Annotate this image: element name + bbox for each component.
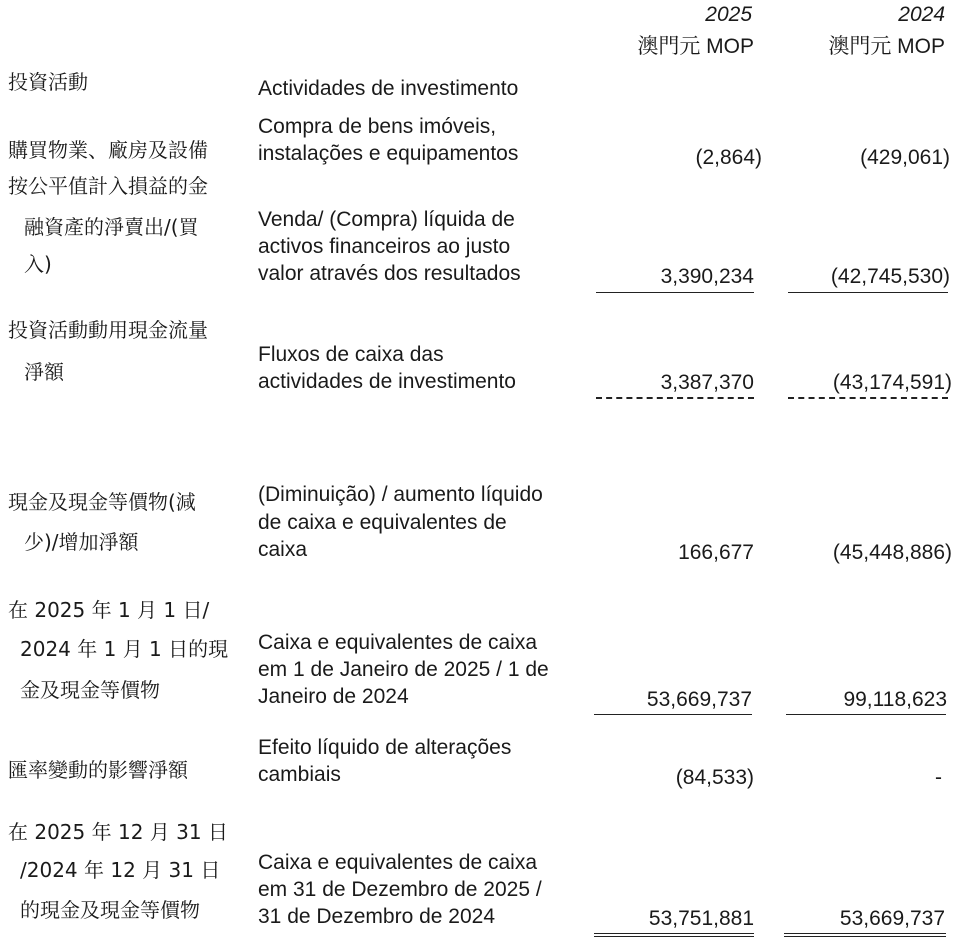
purchase-property-2024: (429,061) bbox=[860, 146, 950, 169]
closing-cash-pt-line1: Caixa e equivalentes de caixa bbox=[258, 851, 538, 874]
financial-assets-pt-line2: activos financeiros ao justo bbox=[258, 235, 511, 258]
fx-effect-2025: (84,533) bbox=[675, 766, 754, 789]
closing-cash-2025: 53,751,881 bbox=[648, 907, 754, 930]
fx-effect-2024: - bbox=[935, 766, 942, 789]
closing-cash-2024: 53,669,737 bbox=[839, 907, 945, 930]
dashed-rule-2024 bbox=[788, 397, 948, 399]
opening-cash-2024: 99,118,623 bbox=[843, 688, 947, 711]
net-investing-2025: 3,387,370 bbox=[660, 371, 754, 394]
net-investing-2024: (43,174,591) bbox=[832, 371, 952, 394]
net-change-pt-line3: caixa bbox=[258, 538, 308, 561]
net-investing-zh-line2: 淨額 bbox=[24, 360, 64, 384]
net-change-zh-line2: 少)/增加淨額 bbox=[24, 530, 139, 554]
net-investing-zh-line1: 投資活動動用現金流量 bbox=[8, 318, 208, 342]
purchase-property-pt-line2: instalações e equipamentos bbox=[258, 142, 519, 165]
investing-heading-zh: 投資活動 bbox=[8, 70, 88, 94]
investing-heading-pt: Actividades de investimento bbox=[258, 77, 519, 100]
net-change-pt-line2: de caixa e equivalentes de bbox=[258, 511, 507, 534]
closing-cash-pt-line3: 31 de Dezembro de 2024 bbox=[258, 905, 495, 928]
closing-cash-zh-line2: /2024 年 12 月 31 日 bbox=[20, 858, 221, 882]
subtotal-rule-2024 bbox=[788, 292, 948, 293]
currency-2025-header: 澳門元 MOP bbox=[637, 35, 754, 58]
opening-cash-zh-line3: 金及現金等價物 bbox=[20, 678, 160, 702]
financial-assets-zh-line2: 融資產的淨賣出/(買 bbox=[24, 215, 199, 239]
financial-assets-pt-line1: Venda/ (Compra) líquida de bbox=[258, 208, 515, 231]
net-investing-pt-line2: actividades de investimento bbox=[258, 370, 516, 393]
dashed-rule-2025 bbox=[596, 397, 754, 399]
currency-2024-header: 澳門元 MOP bbox=[828, 35, 945, 58]
closing-cash-zh-line1: 在 2025 年 12 月 31 日 bbox=[8, 820, 228, 844]
financial-assets-2024: (42,745,530) bbox=[830, 265, 950, 288]
closing-cash-pt-line2: em 31 de Dezembro de 2025 / bbox=[258, 878, 542, 901]
financial-assets-2025: 3,390,234 bbox=[660, 265, 754, 288]
net-change-2025: 166,677 bbox=[678, 541, 754, 564]
total-double-rule-2025 bbox=[594, 933, 754, 937]
net-investing-pt-line1: Fluxos de caixa das bbox=[258, 343, 444, 366]
year-2024-header: 2024 bbox=[898, 3, 945, 26]
opening-cash-2025: 53,669,737 bbox=[646, 688, 752, 711]
financial-assets-zh-line3: 入) bbox=[24, 252, 52, 276]
net-change-pt-line1: (Diminuição) / aumento líquido bbox=[258, 483, 543, 506]
closing-cash-zh-line3: 的現金及現金等價物 bbox=[20, 898, 200, 922]
purchase-property-pt-line1: Compra de bens imóveis, bbox=[258, 115, 497, 138]
opening-cash-pt-line2: em 1 de Janeiro de 2025 / 1 de bbox=[258, 658, 549, 681]
opening-cash-zh-line2: 2024 年 1 月 1 日的現 bbox=[20, 637, 229, 661]
opening-cash-pt-line1: Caixa e equivalentes de caixa bbox=[258, 631, 538, 654]
fx-effect-pt-line2: cambiais bbox=[258, 763, 341, 786]
opening-rule-2024 bbox=[786, 714, 946, 715]
year-2025-header: 2025 bbox=[705, 3, 752, 26]
fx-effect-pt-line1: Efeito líquido de alterações bbox=[258, 736, 512, 759]
opening-rule-2025 bbox=[594, 714, 752, 715]
purchase-property-zh: 購買物業、廠房及設備 bbox=[8, 138, 208, 162]
financial-assets-pt-line3: valor através dos resultados bbox=[258, 262, 521, 285]
financial-assets-zh-line1: 按公平值計入損益的金 bbox=[8, 174, 208, 198]
total-double-rule-2024 bbox=[784, 933, 946, 937]
net-change-2024: (45,448,886) bbox=[832, 541, 952, 564]
opening-cash-zh-line1: 在 2025 年 1 月 1 日/ bbox=[8, 598, 210, 622]
net-change-zh-line1: 現金及現金等價物(減 bbox=[8, 490, 196, 514]
opening-cash-pt-line3: Janeiro de 2024 bbox=[258, 685, 409, 708]
fx-effect-zh: 匯率變動的影響淨額 bbox=[8, 758, 188, 782]
purchase-property-2025: (2,864) bbox=[695, 146, 762, 169]
subtotal-rule-2025 bbox=[596, 292, 754, 293]
